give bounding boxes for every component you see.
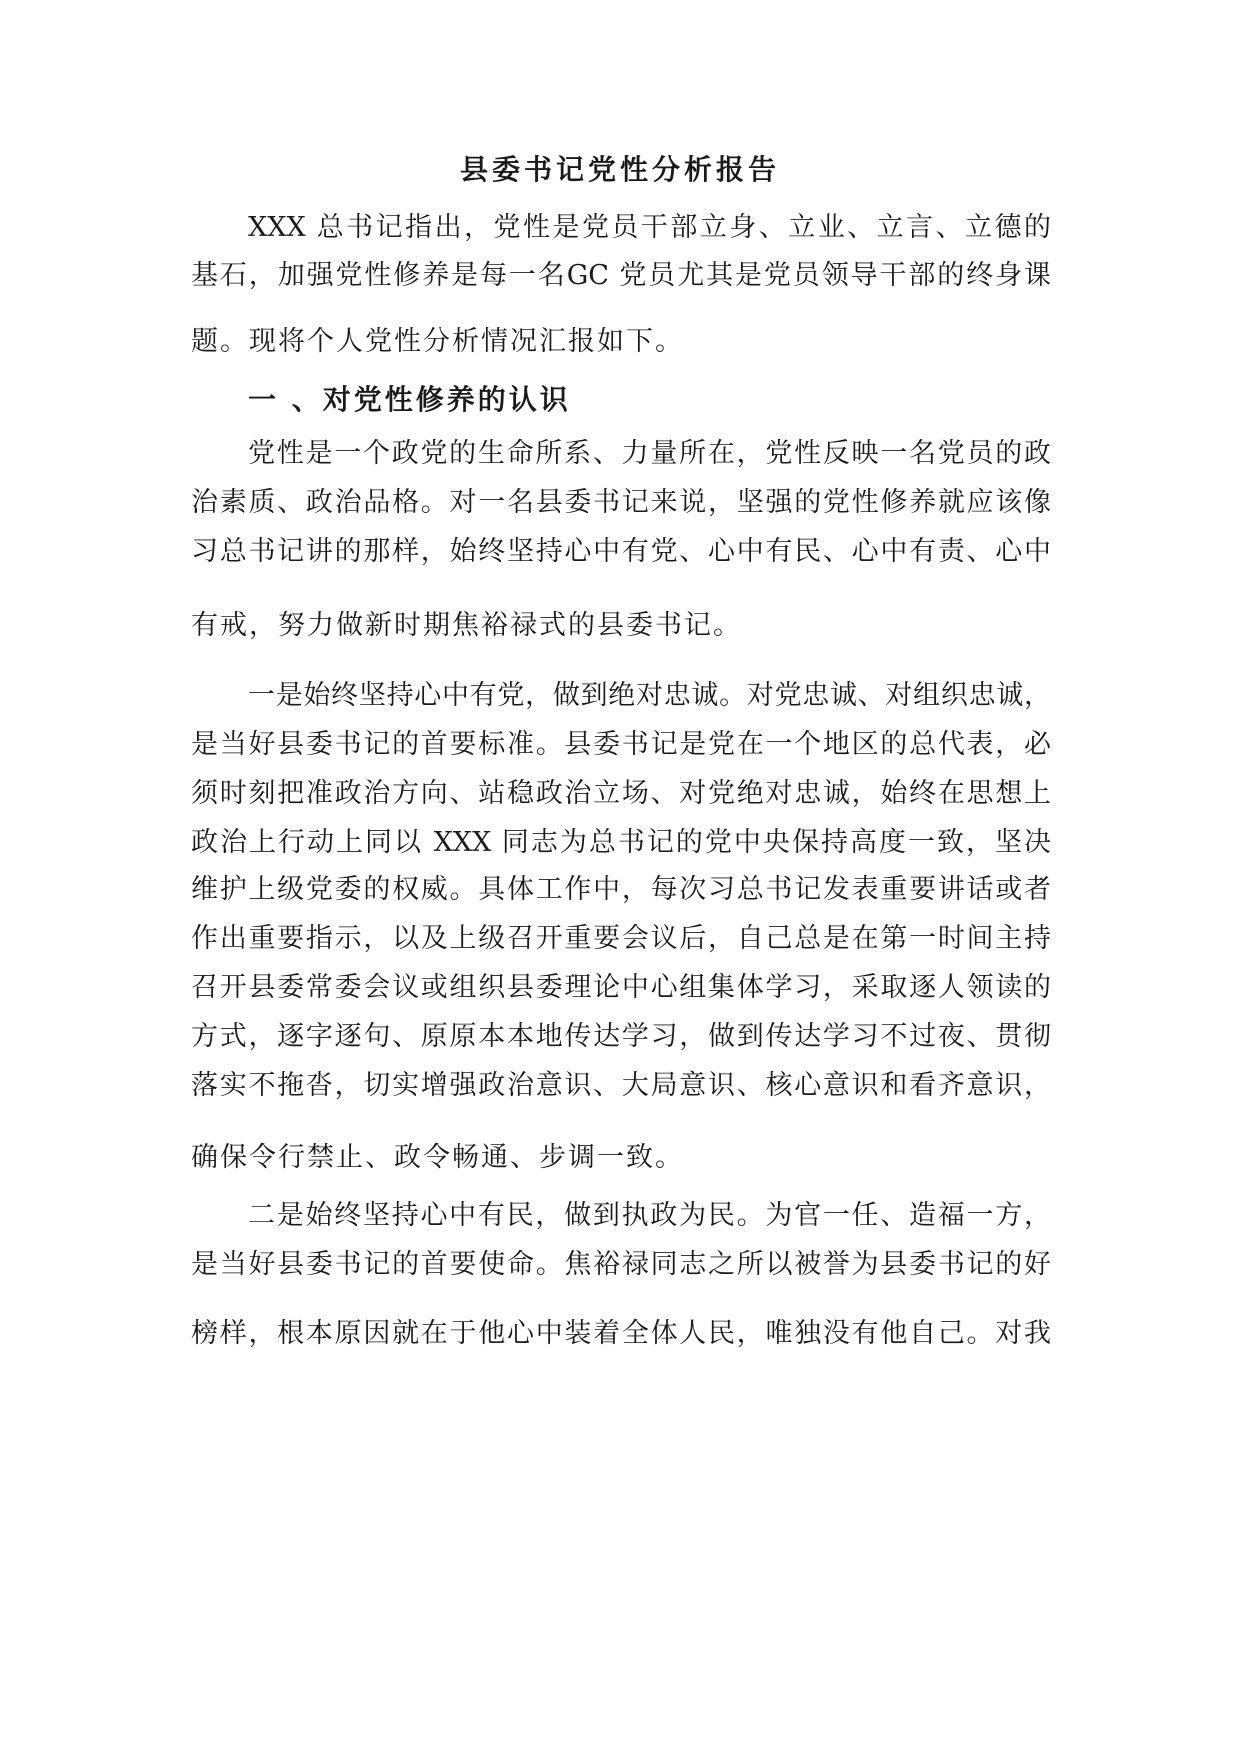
para2-line-9: 落实不拖沓，切实增强政治意识、大局意识、核心意识和看齐意识， — [191, 1070, 1051, 1101]
document-title: 县委书记党性分析报告 — [459, 153, 780, 186]
intro-line-3: 题。现将个人党性分析情况汇报如下。 — [191, 326, 684, 357]
para2-line-10: 确保令行禁止、政令畅通、步调一致。 — [191, 1142, 684, 1173]
para2-line-1: 一是始终坚持心中有党，做到绝对忠诚。对党忠诚、对组织忠诚， — [248, 680, 1051, 711]
para2-line-4: 政治上行动上同以 XXX 同志为总书记的党中央保持高度一致，坚决 — [191, 827, 1051, 858]
para1-line-1: 党性是一个政党的生命所系、力量所在，党性反映一名党员的政 — [248, 438, 1051, 469]
para2-line-5: 维护上级党委的权威。具体工作中，每次习总书记发表重要讲话或者 — [191, 874, 1051, 905]
para3-line-3: 榜样，根本原因就在于他心中装着全体人民，唯独没有他自己。对我 — [191, 1318, 1051, 1349]
para1-line-3: 习总书记讲的那样，始终坚持心中有党、心中有民、心中有责、心中 — [191, 536, 1051, 567]
para2-line-6: 作出重要指示，以及上级召开重要会议后，自己总是在第一时间主持 — [191, 923, 1051, 954]
para2-line-8: 方式，逐字逐句、原原本本地传达学习，做到传达学习不过夜、贯彻 — [191, 1021, 1051, 1052]
para2-line-3: 须时刻把准政治方向、站稳政治立场、对党绝对忠诚，始终在思想上 — [191, 778, 1051, 809]
para3-line-1: 二是始终坚持心中有民，做到执政为民。为官一任、造福一方， — [248, 1200, 1051, 1231]
para1-line-2: 治素质、政治品格。对一名县委书记来说，坚强的党性修养就应该像 — [191, 487, 1051, 518]
para2-line-7: 召开县委常委会议或组织县委理论中心组集体学习，采取逐人领读的 — [191, 972, 1051, 1003]
para3-line-2: 是当好县委书记的首要使命。焦裕禄同志之所以被誉为县委书记的好 — [191, 1249, 1051, 1280]
para2-line-2: 是当好县委书记的首要标准。县委书记是党在一个地区的总代表，必 — [191, 729, 1051, 760]
intro-line-1: XXX 总书记指出，党性是党员干部立身、立业、立言、立德的 — [248, 212, 1051, 243]
para1-line-4: 有戒，努力做新时期焦裕禄式的县委书记。 — [191, 610, 742, 641]
section-heading: 一 、对党性修养的认识 — [248, 383, 571, 416]
intro-line-2: 基石，加强党性修养是每一名GC 党员尤其是党员领导干部的终身课 — [191, 260, 1051, 291]
